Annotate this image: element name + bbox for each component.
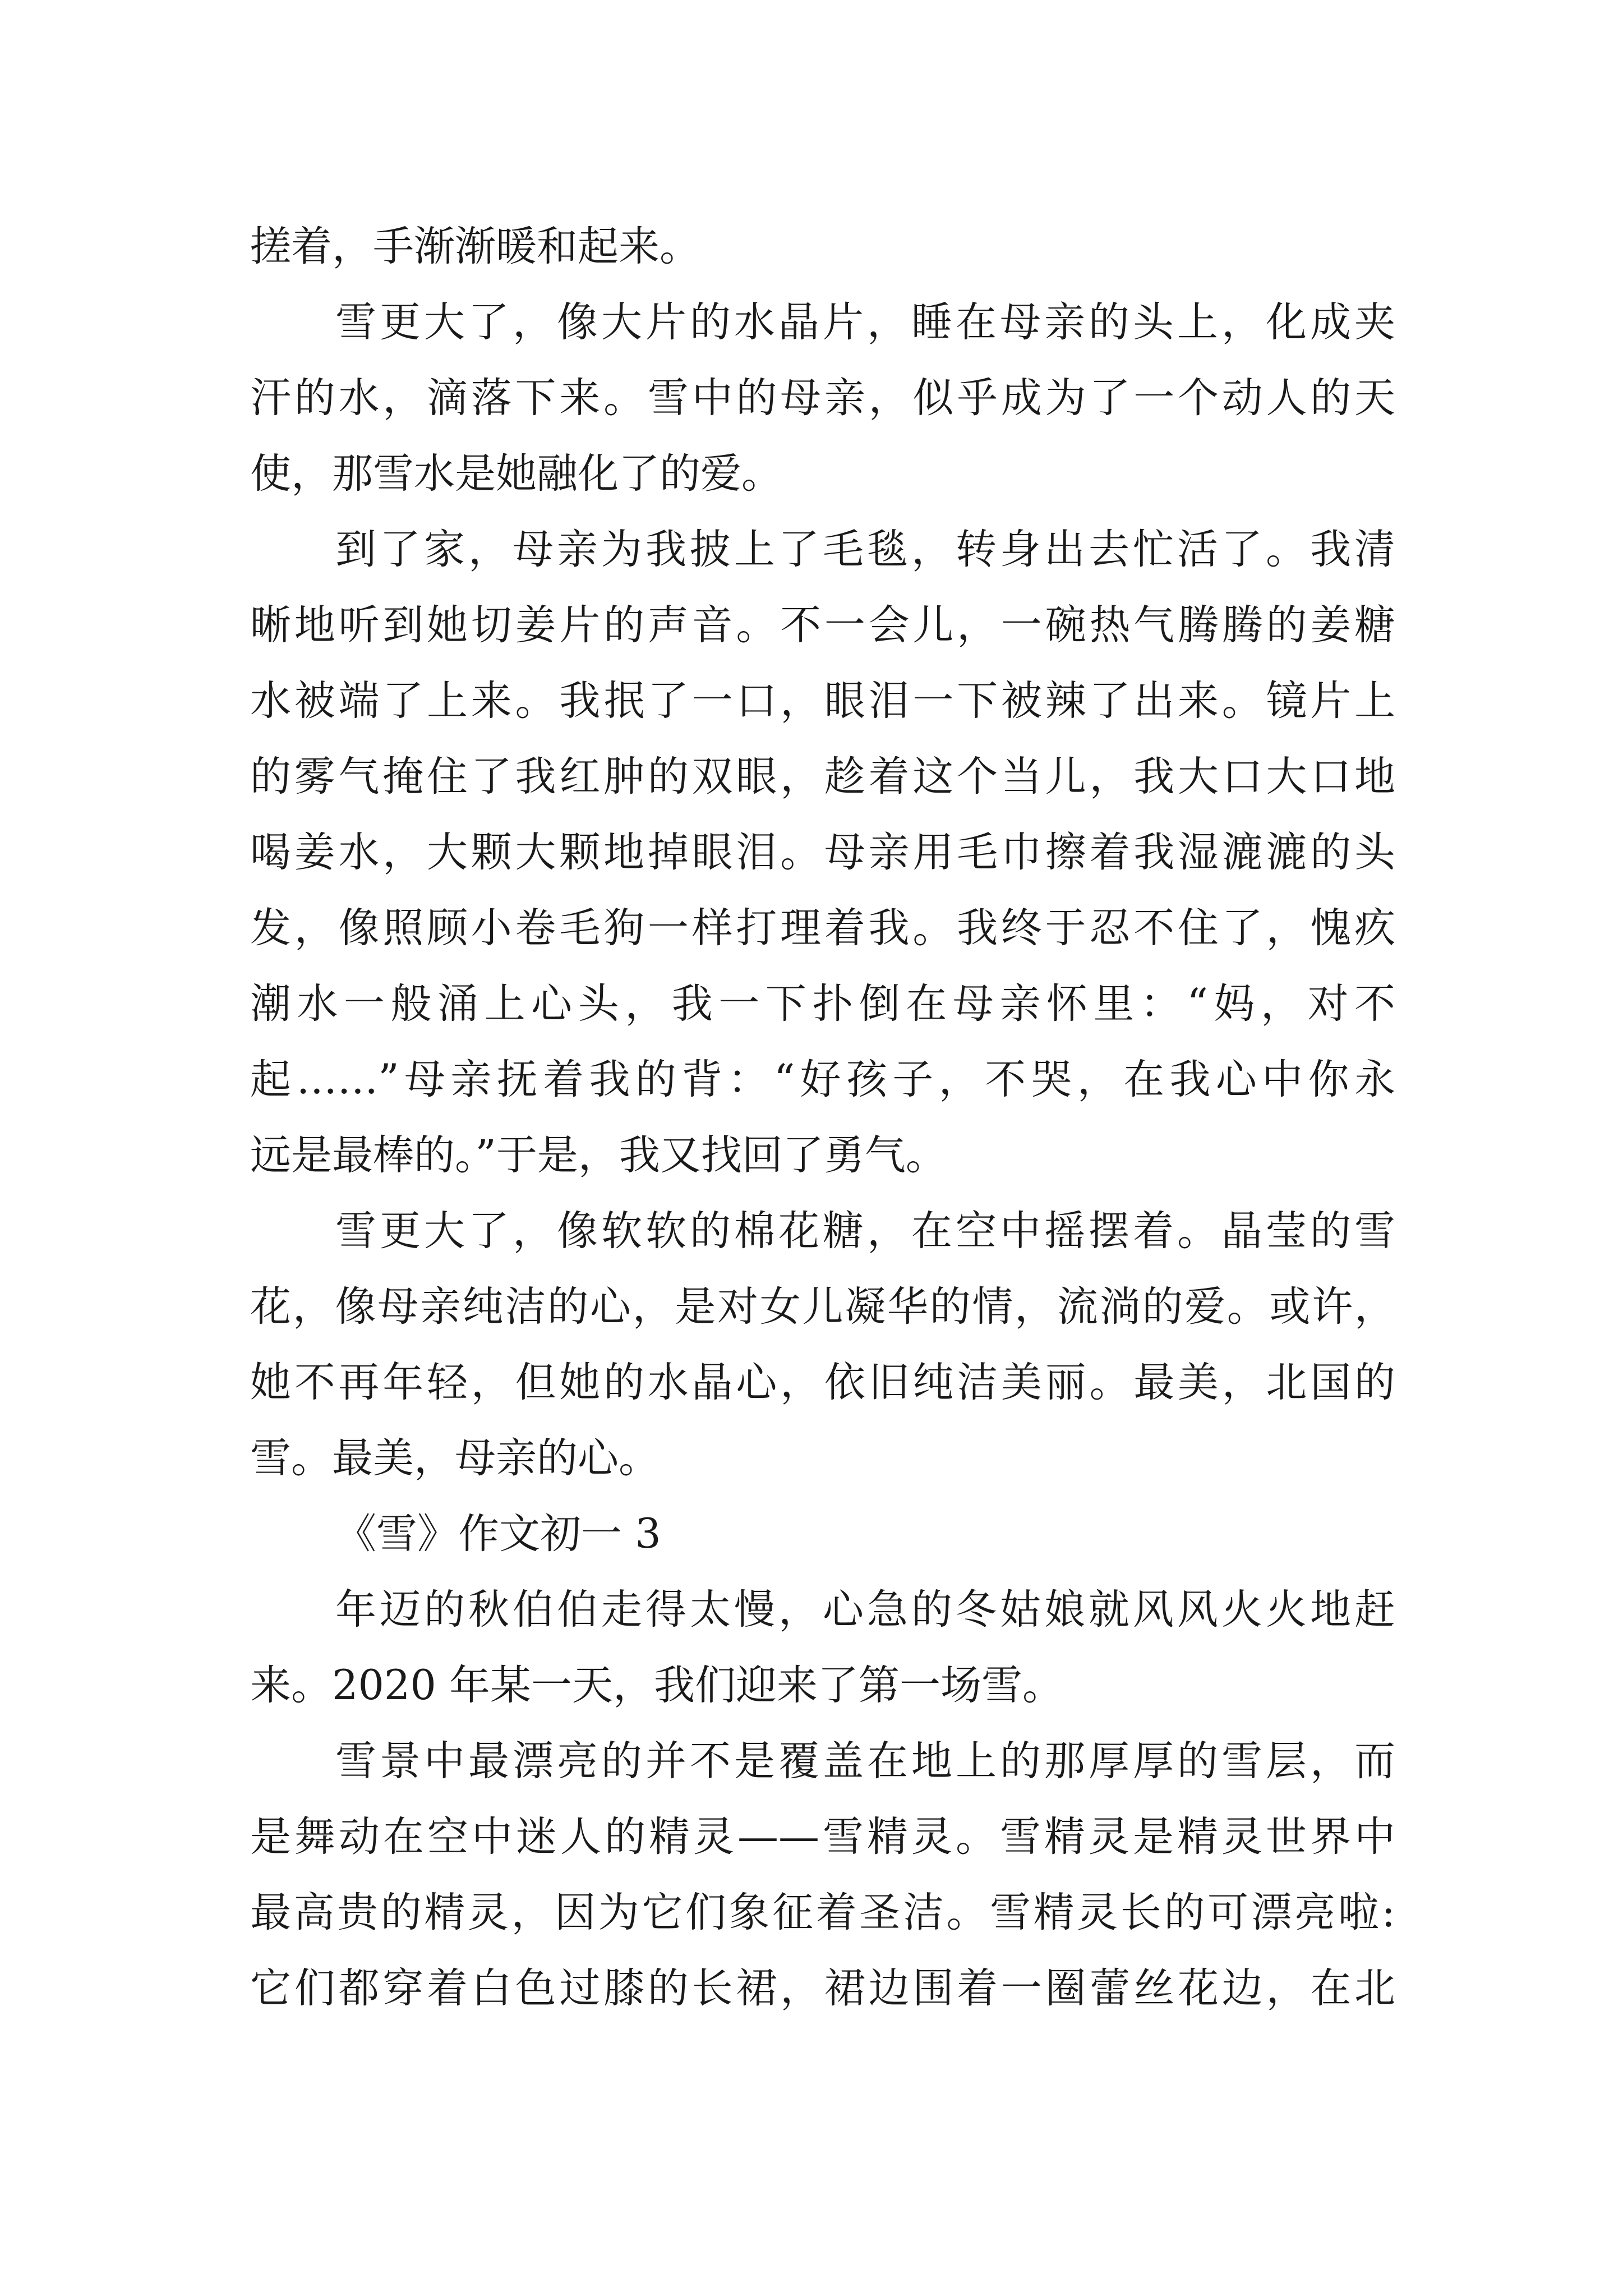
- text-line: 远是最棒的。”于是，我又找回了勇气。: [250, 1131, 947, 1179]
- paragraph-first-line: 雪更大了，像软软的棉花糖，在空中摇摆着。晶莹的雪: [335, 1207, 1395, 1255]
- text-line: 雪。最美，母亲的心。: [250, 1434, 660, 1482]
- text-line: 晰地听到她切姜片的声音。不一会儿，一碗热气腾腾的姜糖: [250, 601, 1395, 649]
- text-line: 发，像照顾小卷毛狗一样打理着我。我终于忍不住了，愧疚: [250, 904, 1395, 952]
- paragraph-first-line: 年迈的秋伯伯走得太慢，心急的冬姑娘就风风火火地赶: [335, 1586, 1395, 1634]
- text-line: 使，那雪水是她融化了的爱。: [250, 450, 782, 498]
- text-line: 搓着，手渐渐暖和起来。: [250, 223, 700, 270]
- text-line: 花，像母亲纯洁的心，是对女儿凝华的情，流淌的爱。或许，: [250, 1283, 1395, 1331]
- text-line: 最高贵的精灵，因为它们象征着圣洁。雪精灵长的可漂亮啦:: [250, 1889, 1395, 1936]
- paragraph-first-line: 到了家，母亲为我披上了毛毯，转身出去忙活了。我清: [335, 526, 1395, 573]
- text-line: 是舞动在空中迷人的精灵——雪精灵。雪精灵是精灵世界中: [250, 1813, 1395, 1861]
- paragraph-first-line: 雪景中最漂亮的并不是覆盖在地上的那厚厚的雪层，而: [335, 1737, 1395, 1785]
- text-line: 潮水一般涌上心头，我一下扑倒在母亲怀里：“妈，对不: [250, 980, 1395, 1028]
- text-line: 她不再年轻，但她的水晶心，依旧纯洁美丽。最美，北国的: [250, 1359, 1395, 1406]
- text-line: 水被端了上来。我抿了一口，眼泪一下被辣了出来。镜片上: [250, 677, 1395, 725]
- text-line: 的雾气掩住了我红肿的双眼，趁着这个当儿，我大口大口地: [250, 753, 1395, 800]
- text-line: 它们都穿着白色过膝的长裙，裙边围着一圈蕾丝花边，在北: [250, 1964, 1395, 2012]
- text-line: 喝姜水，大颗大颗地掉眼泪。母亲用毛巾擦着我湿漉漉的头: [250, 829, 1395, 876]
- section-heading: 《雪》作文初一 3: [335, 1510, 661, 1558]
- paragraph-first-line: 雪更大了，像大片的水晶片，睡在母亲的头上，化成夹: [335, 298, 1395, 346]
- document-body: [250, 209, 1395, 2026]
- text-line: 来。2020 年某一天，我们迎来了第一场雪。: [250, 1662, 1063, 1709]
- text-line: 起……”母亲抚着我的背：“好孩子，不哭，在我心中你永: [250, 1056, 1395, 1103]
- text-line: 汗的水，滴落下来。雪中的母亲，似乎成为了一个动人的天: [250, 374, 1395, 422]
